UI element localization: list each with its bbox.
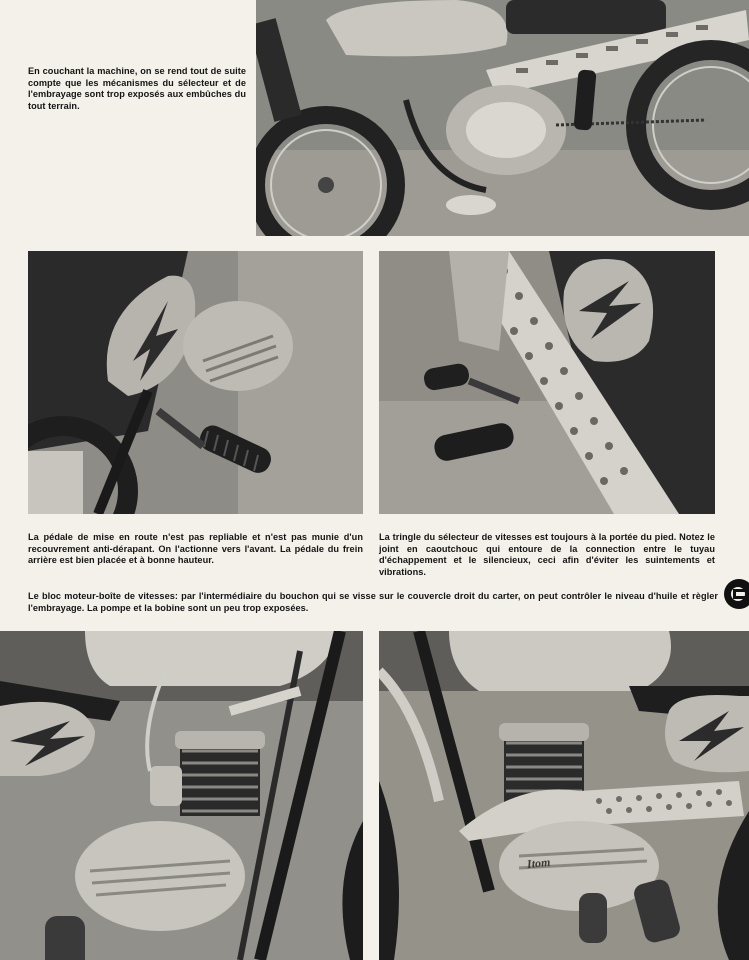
engine-brand-badge: Itom: [526, 854, 551, 872]
gear-selector-photo: [379, 251, 715, 514]
kickstart-pedal-photo: [28, 251, 363, 514]
caption-top: En couchant la machine, on se rend tout de suite compte que les mécanismes du sélecteur et de l'embrayage sont trop exposés aux embûches du tout terrain.: [28, 66, 246, 111]
caption-kickstart: La pédale de mise en route n'est pas repliable et n'est pas munie d'un recouvrement anti-dérapant. On l'actionne vers l'avant. La pédale du frein arrière est bien placée et à bonne hauteur.: [28, 532, 363, 566]
continue-marker-icon: [724, 579, 749, 609]
motorcycle-lying-on-side-photo: [256, 0, 749, 236]
caption-gear-selector: La tringle du sélecteur de vitesses est toujours à la portée du pied. Notez le joint en caoutchouc qui entoure de la connection entre le tuyau d'échappement et le silencieux, ceci afin d'éviter les suintements et vibrations.: [379, 532, 715, 577]
engine-left-side-photo: [0, 631, 363, 960]
engine-right-side-photo: [379, 631, 749, 960]
caption-engine-block: Le bloc moteur-boîte de vitesses: par l'intermédiaire du bouchon qui se visse sur le couvercle droit du carter, on peut contrôler le niveau d'huile et règler l'embrayage. La pompe et la bobine sont un peu trop exposées.: [28, 591, 718, 613]
